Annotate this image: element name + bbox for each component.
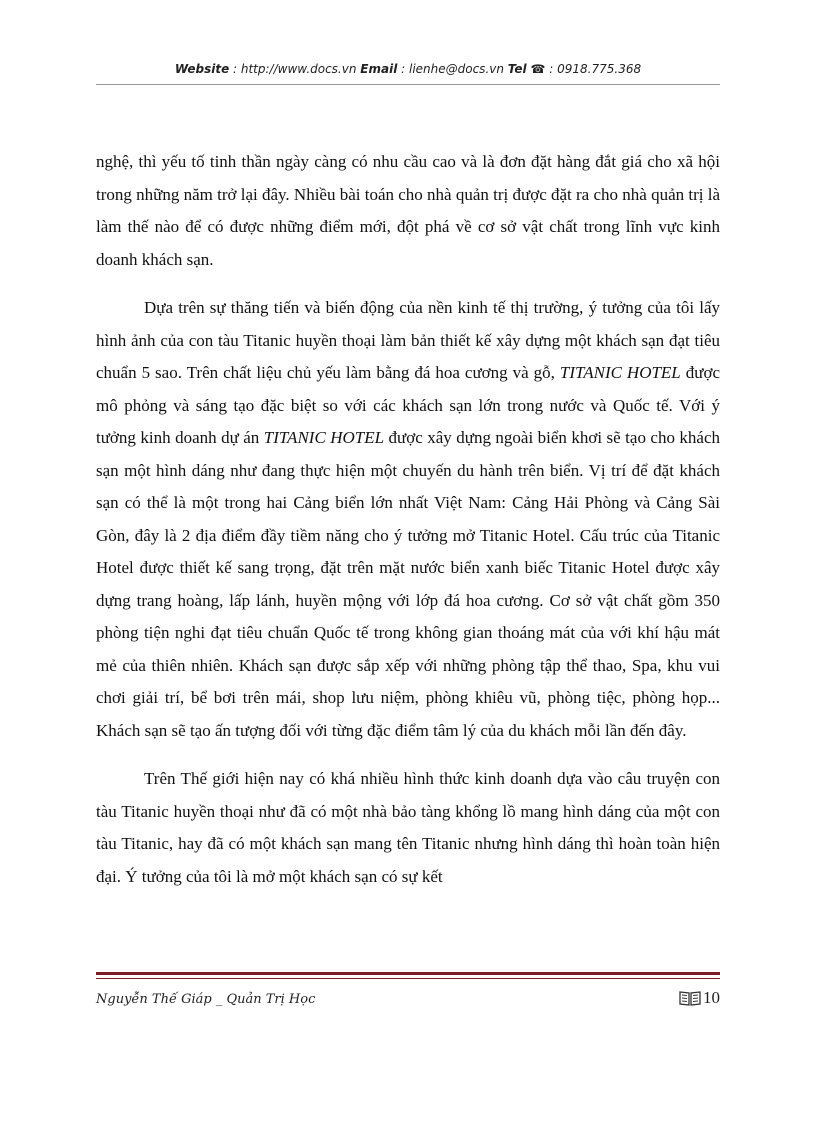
page-header (96, 62, 720, 76)
email-value: : lienhe@docs.vn (397, 62, 508, 76)
paragraph-1: nghệ, thì yếu tố tinh thần ngày càng có nhu cầu cao và là đơn đặt hàng đắt giá cho xã hội trong những năm trở lại đây. Nhiều bài toán cho nhà quản trị được đặt ra cho nhà quản trị là làm thế nào để có được những điểm mới, đột phá về cơ sở vật chất trong lĩnh vực kinh doanh khách sạn. (96, 152, 720, 269)
titanic-hotel-emphasis-2: TITANIC HOTEL (263, 428, 385, 447)
tel-value: : 0918.775.368 (545, 62, 642, 76)
paragraph-2-part-c: được xây dựng ngoài biển khơi sẽ tạo cho khách sạn một hình dáng như đang thực hiện một chuyến du hành trên biển. Vị trí để đặt khách sạn có thể là một trong hai Cảng biển lớn nhất Việt Nam: Cảng Hải Phòng và Cảng Sài Gòn, đây là 2 địa điểm đầy tiềm năng cho ý tưởng mở Titanic Hotel. Cấu trúc của Titanic Hotel được thiết kế sang trọng, đặt trên mặt nước biển xanh biếc Titanic Hotel được xây dựng trang hoàng, lấp lánh, huyền mộng với lớp đá hoa cương. Cơ sở vật chất gồm 350 phòng tiện nghi đạt tiêu chuẩn Quốc tế trong không gian thoáng mát của với khí hậu mát mẻ của thiên nhiên. Khách sạn được sắp xếp với những phòng tập thể thao, Spa, khu vui chơi giải trí, bể bơi trên mái, shop lưu niệm, phòng khiêu vũ, phòng tiệc, phòng họp... Khách sạn sẽ tạo ấn tượng đối với từng đặc điểm tâm lý của du khách mỗi lần đến đây. (96, 428, 720, 740)
email-label: Email (360, 62, 398, 76)
website-value: : http://www.docs.vn (229, 62, 361, 76)
paragraph-2-part-a: Dựa trên sự thăng tiến và biến động của nền kinh tế thị trường, ý tưởng của tôi lấy hình ảnh của con tàu Titanic huyền thoại làm bản thiết kế xây dựng một khách sạn đạt tiêu chuẩn 5 sao. Trên chất liệu chủ yếu làm bằng đá hoa cương và gỗ, (96, 298, 720, 382)
open-book-icon (679, 990, 701, 1006)
page-number: 10 (703, 988, 720, 1007)
body-text (96, 146, 720, 893)
footer-divider-thick (96, 972, 720, 975)
website-label: Website (174, 62, 230, 76)
footer-author: Nguyễn Thế Giáp _ Quản Trị Học (96, 992, 316, 1007)
tel-label: Tel (507, 62, 527, 76)
footer-divider-thin (96, 978, 720, 979)
paragraph-3: Trên Thế giới hiện nay có khá nhiều hình thức kinh doanh dựa vào câu truyện con tàu Titanic huyền thoại như đã có một nhà bảo tàng khổng lồ mang hình dáng của một con tàu Titanic, hay đã có một khách sạn mang tên Titanic nhưng hình dáng thì hoàn toàn hiện đại. Ý tưởng của tôi là mở một khách sạn có sự kết (96, 769, 720, 886)
paragraph-2-part-b: được mô phỏng và sáng tạo đặc biệt so với các khách sạn lớn trong nước và Quốc tế. Với ý tưởng kinh doanh dự án (96, 363, 720, 447)
paragraph-2 (96, 292, 720, 747)
titanic-hotel-emphasis-1: TITANIC HOTEL (559, 363, 681, 382)
header-divider (96, 84, 720, 85)
phone-icon: ☎ (530, 62, 546, 76)
footer-page-number (679, 988, 720, 1008)
